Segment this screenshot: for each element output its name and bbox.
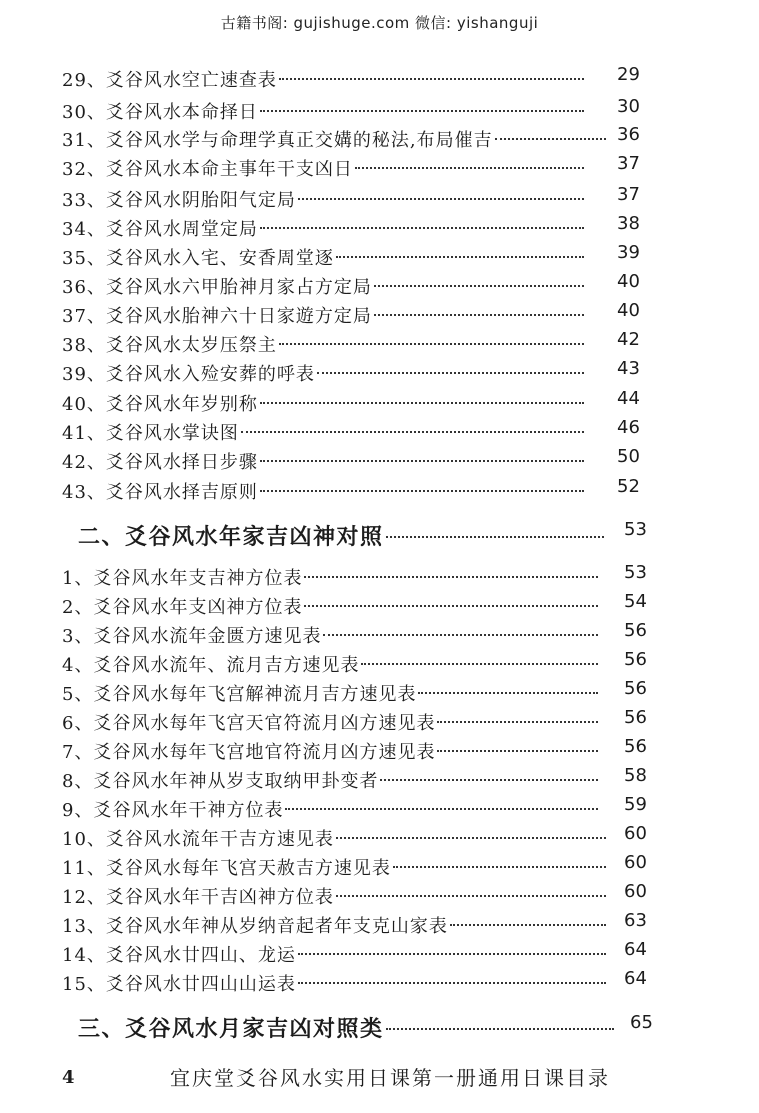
toc-entry-title: 39、爻谷风水入殓安葬的呼表 — [62, 364, 315, 385]
toc-section-heading[interactable] — [78, 1012, 618, 1043]
toc-entry-page: 42 — [617, 329, 640, 350]
dot-leader — [298, 952, 606, 955]
toc-entry[interactable] — [62, 448, 588, 474]
toc-entry-title: 32、爻谷风水本命主事年干支凶日 — [62, 159, 353, 180]
toc-entry[interactable] — [62, 883, 610, 909]
toc-entry[interactable] — [62, 593, 602, 619]
toc-entry-title: 41、爻谷风水掌诀图 — [62, 423, 239, 444]
toc-entry[interactable] — [62, 186, 588, 212]
toc-entry[interactable] — [62, 302, 588, 328]
dot-leader — [336, 255, 584, 258]
toc-entry-page: 37 — [617, 184, 640, 205]
toc-entry[interactable] — [62, 912, 610, 938]
toc-section-page: 65 — [630, 1012, 653, 1033]
toc-entry-title: 29、爻谷风水空亡速查表 — [62, 70, 277, 91]
toc-entry-title: 30、爻谷风水本命择日 — [62, 102, 258, 123]
toc-entry[interactable] — [62, 155, 588, 181]
toc-section-title: 二、爻谷风水年家吉凶神对照 — [78, 524, 384, 550]
toc-entry-title: 6、爻谷风水每年飞宫天官符流月凶方速见表 — [62, 713, 436, 734]
toc-entry-title: 12、爻谷风水年干吉凶神方位表 — [62, 887, 334, 908]
toc-entry-page: 52 — [617, 476, 640, 497]
toc-entry-title: 4、爻谷风水流年、流月吉方速见表 — [62, 655, 360, 676]
toc-entry[interactable] — [62, 622, 602, 648]
toc-entry[interactable] — [62, 390, 588, 416]
dot-leader — [260, 109, 584, 112]
toc-entry-page: 58 — [624, 765, 647, 786]
toc-entry-page: 37 — [617, 153, 640, 174]
toc-entry-page: 38 — [617, 213, 640, 234]
dot-leader — [304, 575, 598, 578]
toc-entry-title: 13、爻谷风水年神从岁纳音起者年支克山家表 — [62, 916, 448, 937]
toc-entry[interactable] — [62, 419, 588, 445]
dot-leader — [361, 662, 598, 665]
dot-leader — [336, 894, 606, 897]
toc-entry-title: 1、爻谷风水年支吉神方位表 — [62, 568, 303, 589]
toc-entry-page: 64 — [624, 939, 647, 960]
toc-entry-page: 56 — [624, 620, 647, 641]
toc-entry-title: 35、爻谷风水入宅、安香周堂逐 — [62, 248, 334, 269]
dot-leader — [374, 284, 584, 287]
toc-entry-page: 60 — [624, 823, 647, 844]
toc-entry[interactable] — [62, 215, 588, 241]
toc-entry-title: 34、爻谷风水周堂定局 — [62, 219, 258, 240]
toc-entry[interactable] — [62, 331, 588, 357]
dot-leader — [386, 1027, 614, 1030]
toc-entry-title: 10、爻谷风水流年干吉方速见表 — [62, 829, 334, 850]
dot-leader — [450, 923, 606, 926]
toc-entry[interactable] — [62, 709, 602, 735]
dot-leader — [323, 633, 598, 636]
toc-entry[interactable] — [62, 970, 610, 996]
toc-entry[interactable] — [62, 126, 610, 152]
dot-leader — [279, 77, 584, 80]
watermark: 古籍书阁: gujishuge.com 微信: yishanguji — [220, 14, 539, 32]
toc-entry-page: 50 — [617, 446, 640, 467]
toc-entry-title: 36、爻谷风水六甲胎神月家占方定局 — [62, 277, 372, 298]
toc-entry-page: 29 — [617, 64, 640, 85]
dot-leader — [386, 535, 604, 538]
toc-entry-title: 31、爻谷风水学与命理学真正交媾的秘法,布局催吉 — [62, 130, 493, 151]
dot-leader — [304, 604, 598, 607]
dot-leader — [260, 459, 584, 462]
toc-section-heading[interactable] — [78, 520, 608, 551]
toc-entry[interactable] — [62, 98, 588, 124]
toc-entry[interactable] — [62, 564, 602, 590]
toc-entry-page: 53 — [624, 562, 647, 583]
dot-leader — [298, 981, 606, 984]
toc-entry-page: 64 — [624, 968, 647, 989]
toc-entry-page: 40 — [617, 300, 640, 321]
toc-entry-page: 56 — [624, 649, 647, 670]
toc-entry-page: 56 — [624, 707, 647, 728]
page-number: 4 — [62, 1067, 75, 1088]
toc-entry-page: 43 — [617, 358, 640, 379]
toc-entry[interactable] — [62, 738, 602, 764]
toc-entry-title: 37、爻谷风水胎神六十日家遊方定局 — [62, 306, 372, 327]
toc-entry-page: 46 — [617, 417, 640, 438]
toc-entry-page: 59 — [624, 794, 647, 815]
toc-entry[interactable] — [62, 796, 602, 822]
toc-entry-page: 30 — [617, 96, 640, 117]
dot-leader — [336, 836, 606, 839]
toc-entry-title: 33、爻谷风水阴胎阳气定局 — [62, 190, 296, 211]
toc-entry-title: 7、爻谷风水每年飞宫地官符流月凶方速见表 — [62, 742, 436, 763]
toc-entry-title: 43、爻谷风水择吉原则 — [62, 482, 258, 503]
toc-entry-title: 42、爻谷风水择日步骤 — [62, 452, 258, 473]
toc-entry[interactable] — [62, 273, 588, 299]
dot-leader — [393, 865, 606, 868]
dot-leader — [355, 166, 584, 169]
toc-entry-page: 56 — [624, 678, 647, 699]
toc-entry[interactable] — [62, 680, 602, 706]
dot-leader — [260, 226, 584, 229]
toc-entry-page: 60 — [624, 881, 647, 902]
toc-entry-page: 63 — [624, 910, 647, 931]
running-footer-title: 宜庆堂爻谷风水实用日课第一册通用日课目录 — [170, 1066, 610, 1090]
toc-entry-title: 5、爻谷风水每年飞宫解神流月吉方速见表 — [62, 684, 417, 705]
toc-entry[interactable] — [62, 244, 588, 270]
toc-entry-page: 56 — [624, 736, 647, 757]
dot-leader — [374, 313, 584, 316]
toc-entry-page: 39 — [617, 242, 640, 263]
toc-entry-title: 14、爻谷风水廿四山、龙运 — [62, 945, 296, 966]
toc-entry-title: 2、爻谷风水年支凶神方位表 — [62, 597, 303, 618]
toc-entry-page: 40 — [617, 271, 640, 292]
toc-entry-title: 15、爻谷风水廿四山山运表 — [62, 974, 296, 995]
dot-leader — [260, 489, 584, 492]
dot-leader — [495, 137, 606, 140]
dot-leader — [285, 807, 598, 810]
toc-entry-title: 40、爻谷风水年岁别称 — [62, 394, 258, 415]
dot-leader — [279, 342, 584, 345]
toc-entry-title: 3、爻谷风水流年金匮方速见表 — [62, 626, 322, 647]
dot-leader — [437, 749, 598, 752]
dot-leader — [380, 778, 598, 781]
toc-entry[interactable] — [62, 66, 588, 92]
toc-entry-title: 11、爻谷风水每年飞宫天赦吉方速见表 — [62, 858, 391, 879]
dot-leader — [437, 720, 598, 723]
toc-entry-page: 60 — [624, 852, 647, 873]
toc-entry-title: 38、爻谷风水太岁压祭主 — [62, 335, 277, 356]
dot-leader — [418, 691, 598, 694]
toc-entry[interactable] — [62, 854, 610, 880]
toc-entry-page: 54 — [624, 591, 647, 612]
dot-leader — [298, 197, 584, 200]
dot-leader — [241, 430, 584, 433]
toc-entry-page: 44 — [617, 388, 640, 409]
toc-section-title: 三、爻谷风水月家吉凶对照类 — [78, 1016, 384, 1042]
toc-entry[interactable] — [62, 478, 588, 504]
toc-entry-page: 36 — [617, 124, 640, 145]
toc-section-page: 53 — [624, 519, 647, 540]
dot-leader — [317, 371, 584, 374]
toc-entry-title: 8、爻谷风水年神从岁支取纳甲卦变者 — [62, 771, 379, 792]
toc-entry[interactable] — [62, 825, 610, 851]
toc-entry[interactable] — [62, 767, 602, 793]
toc-entry[interactable] — [62, 360, 588, 386]
dot-leader — [260, 401, 584, 404]
toc-entry[interactable] — [62, 651, 602, 677]
toc-entry-title: 9、爻谷风水年干神方位表 — [62, 800, 284, 821]
toc-entry[interactable] — [62, 941, 610, 967]
